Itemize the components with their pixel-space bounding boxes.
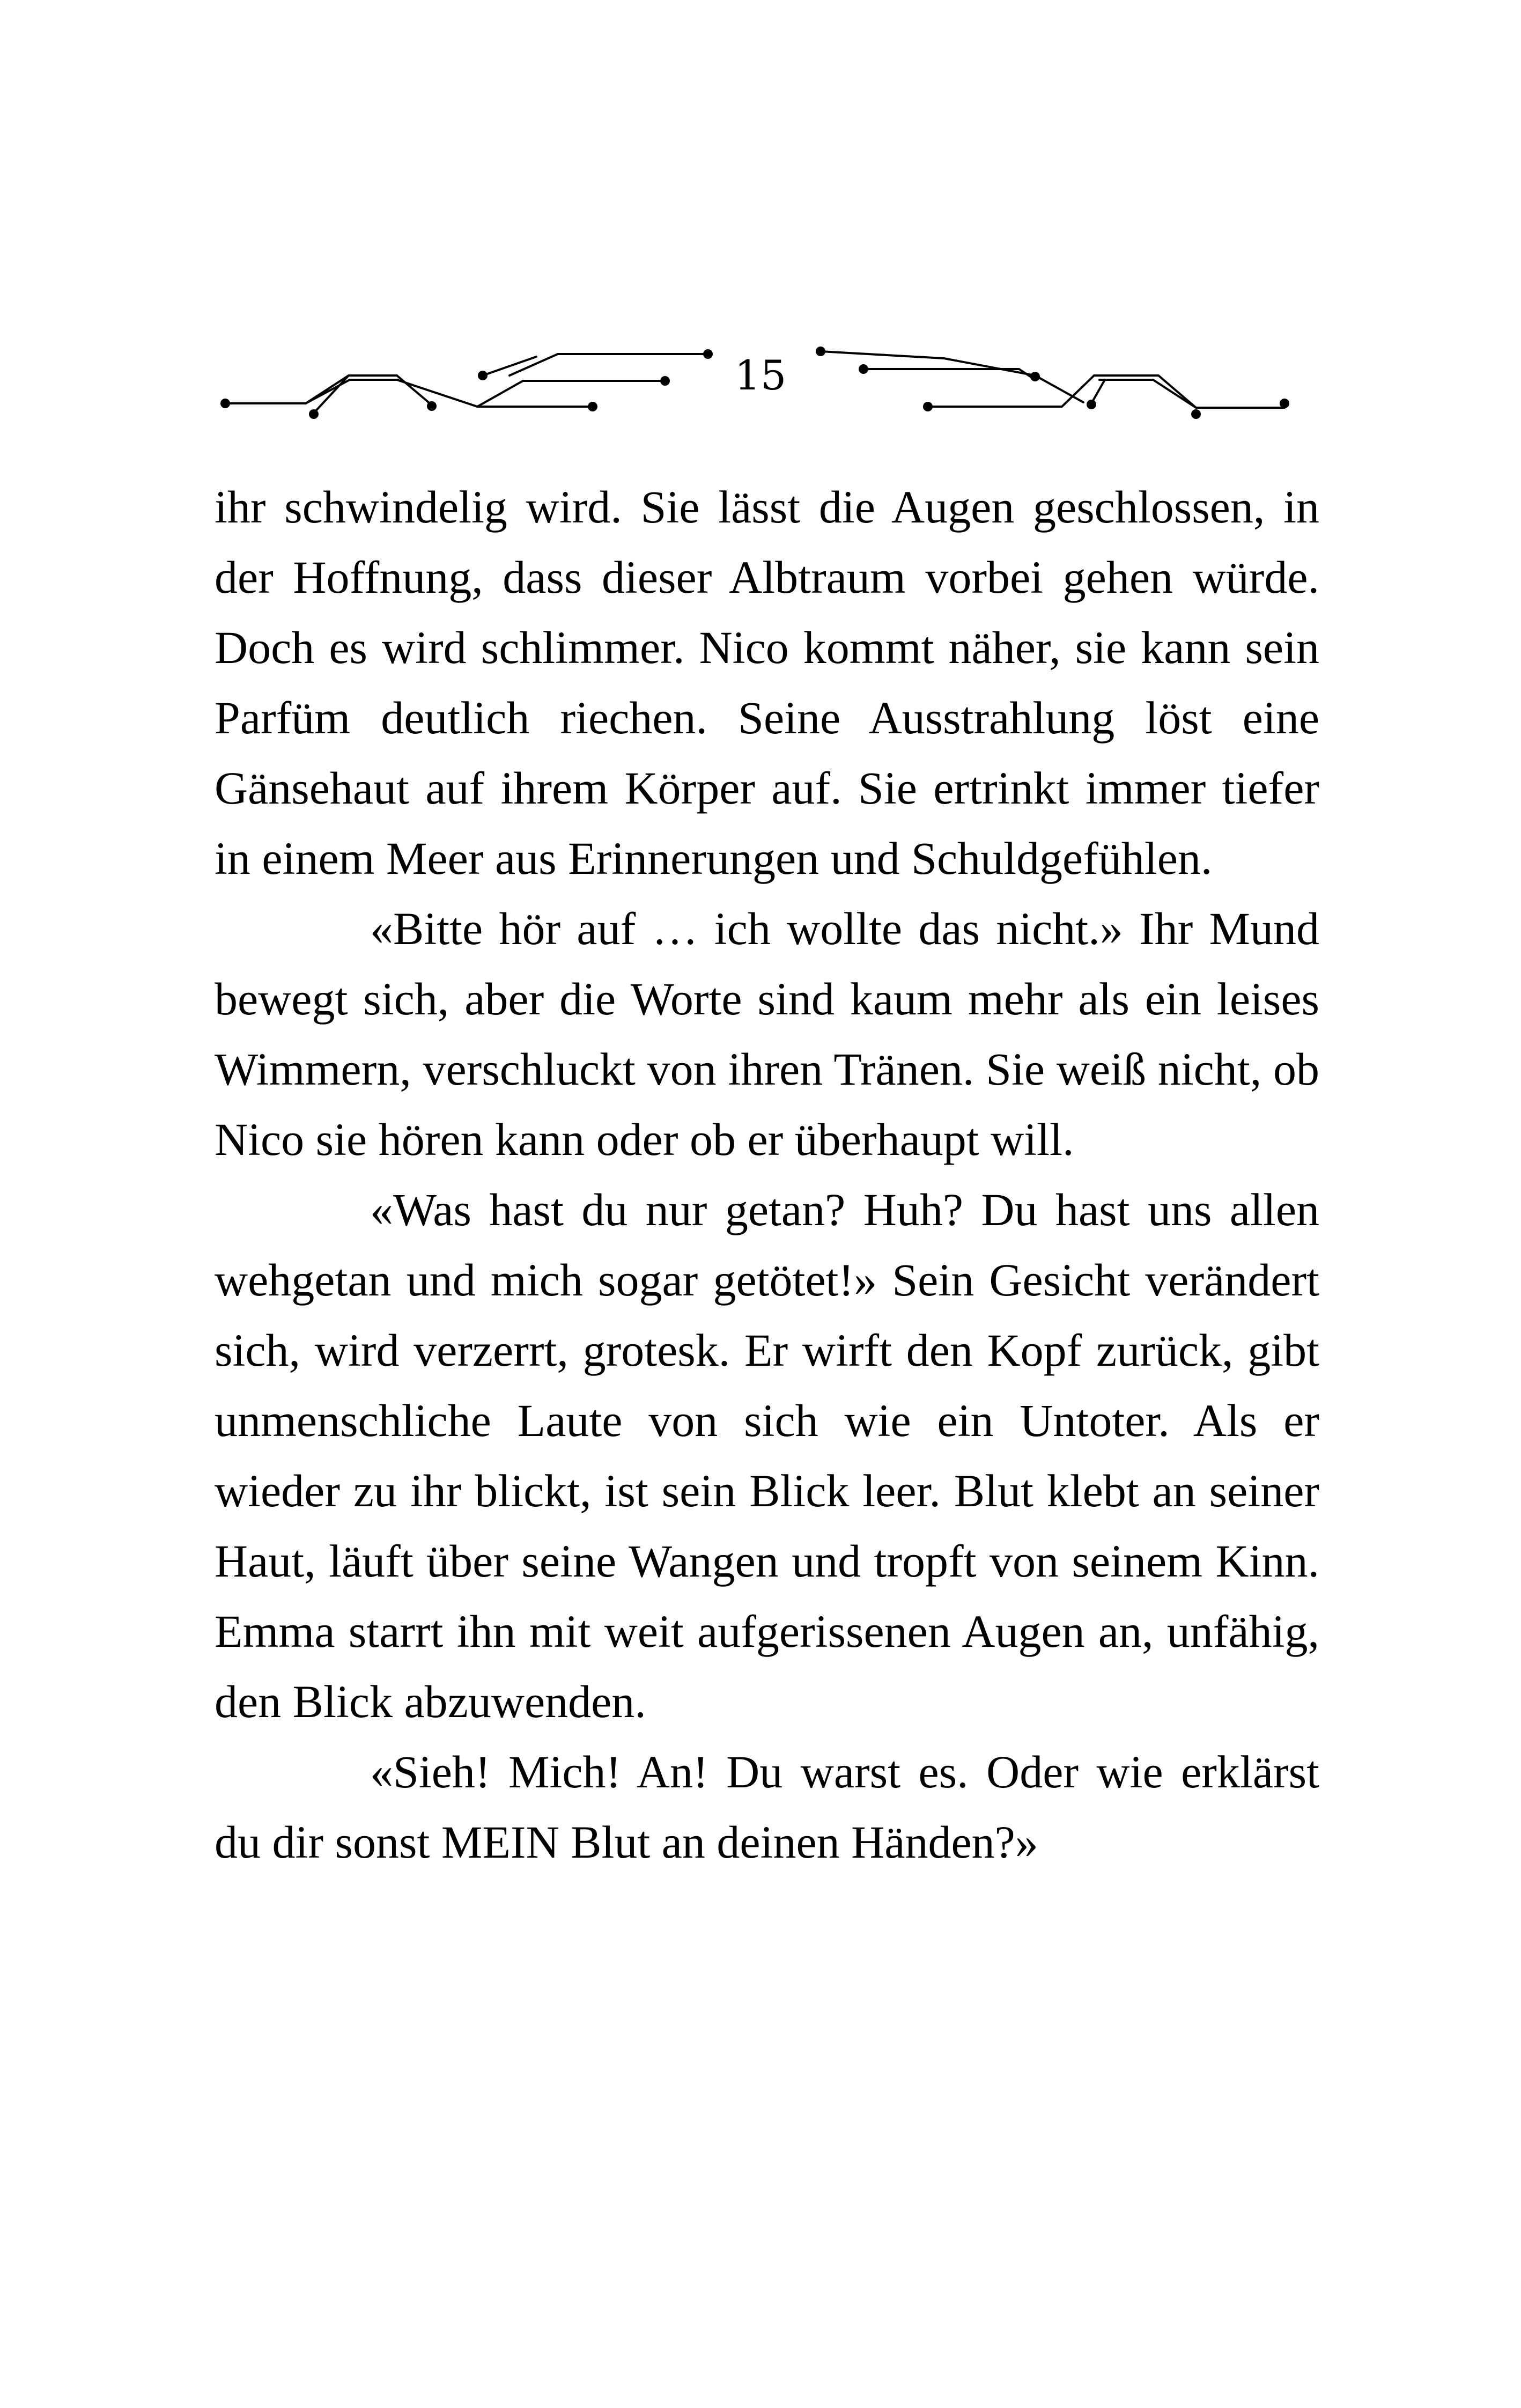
page-number: 15 bbox=[734, 351, 787, 399]
circuit-line-ornament bbox=[0, 0, 1521, 483]
paragraph: ihr schwindelig wird. Sie lässt die Augen geschlossen, in der Hoffnung, dass dieser Albtraum vorbei gehen würde. Doch es wird schlimmer. Nico kommt näher, sie kann sein Parfüm deutlich riechen. Seine Ausstrahlung löst eine Gänsehaut auf ihrem Körper auf. Sie ertrinkt immer tiefer in einem Meer aus Erinnerungen und Schuldgefühlen. bbox=[215, 481, 1319, 884]
body-text bbox=[215, 472, 1319, 1877]
paragraph: «Was hast du nur getan? Huh? Du hast uns allen wehgetan und mich sogar getötet!» Sein Gesicht verändert sich, wird verzerrt, grotesk. Er wirft den Kopf zurück, gibt unmenschliche Laute von sich wie ein Untoter. Als er wieder zu ihr blickt, ist sein Blick leer. Blut klebt an seiner Haut, läuft über seine Wangen und tropft von seinem Kinn. Emma starrt ihn mit weit aufgerissenen Augen an, unfähig, den Blick abzuwenden. bbox=[215, 1184, 1319, 1727]
paragraph: «Sieh! Mich! An! Du warst es. Oder wie erklärst du dir sonst MEIN Blut an deinen Händen?» bbox=[215, 1746, 1319, 1868]
paragraph: «Bitte hör auf … ich wollte das nicht.» Ihr Mund bewegt sich, aber die Worte sind kaum mehr als ein leises Wimmern, verschluckt von ihren Tränen. Sie weiß nicht, ob Nico sie hören kann oder ob er überhaupt will. bbox=[215, 903, 1319, 1165]
page-header bbox=[0, 0, 1521, 483]
